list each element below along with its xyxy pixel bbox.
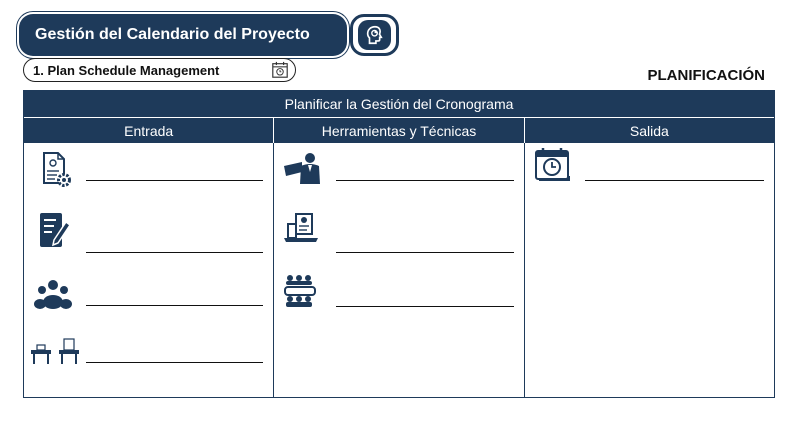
table-title: Planificar la Gestión del Cronograma: [24, 91, 774, 118]
tool-line[interactable]: [336, 306, 513, 307]
phase-label: PLANIFICACIÓN: [647, 67, 765, 84]
input-item: [24, 338, 273, 388]
input-line[interactable]: [86, 252, 263, 253]
column-header-outputs: Salida: [524, 118, 774, 143]
input-item: [24, 275, 273, 325]
output-line[interactable]: [585, 180, 764, 181]
process-pill: [23, 58, 296, 82]
page-title: [19, 14, 347, 56]
input-item: [24, 150, 273, 200]
tool-line[interactable]: [336, 252, 513, 253]
column-headers: [24, 118, 774, 143]
head-badge: [350, 14, 399, 56]
column-header-tools: Herramientas y Técnicas: [273, 118, 523, 143]
inputs-column: [24, 143, 273, 398]
tool-item: [274, 273, 523, 323]
group-people-icon: [32, 275, 74, 315]
page-title-text: Gestión del Calendario del Proyecto: [35, 26, 310, 43]
input-item: [24, 210, 273, 260]
tool-item: [274, 150, 523, 200]
data-analysis-laptop-icon: [282, 210, 324, 250]
tool-line[interactable]: [336, 180, 513, 181]
tool-item: [274, 210, 523, 260]
input-line[interactable]: [86, 305, 263, 306]
output-item: [525, 146, 774, 196]
expert-judgment-icon: [282, 150, 324, 190]
document-gear-icon: [32, 150, 74, 190]
calendar-clock-icon: [533, 146, 575, 186]
tools-column: [273, 143, 523, 398]
calendar-icon: [271, 61, 289, 82]
process-table: [23, 90, 775, 398]
notepad-pen-icon: [32, 210, 74, 250]
column-header-inputs: Entrada: [124, 122, 174, 139]
outputs-column: [524, 143, 774, 398]
process-name: 1. Plan Schedule Management: [33, 62, 220, 78]
input-line[interactable]: [86, 362, 263, 363]
office-desks-icon: [29, 338, 81, 378]
head-profile-icon: [358, 20, 391, 50]
meeting-icon: [282, 273, 324, 313]
input-line[interactable]: [86, 180, 263, 181]
